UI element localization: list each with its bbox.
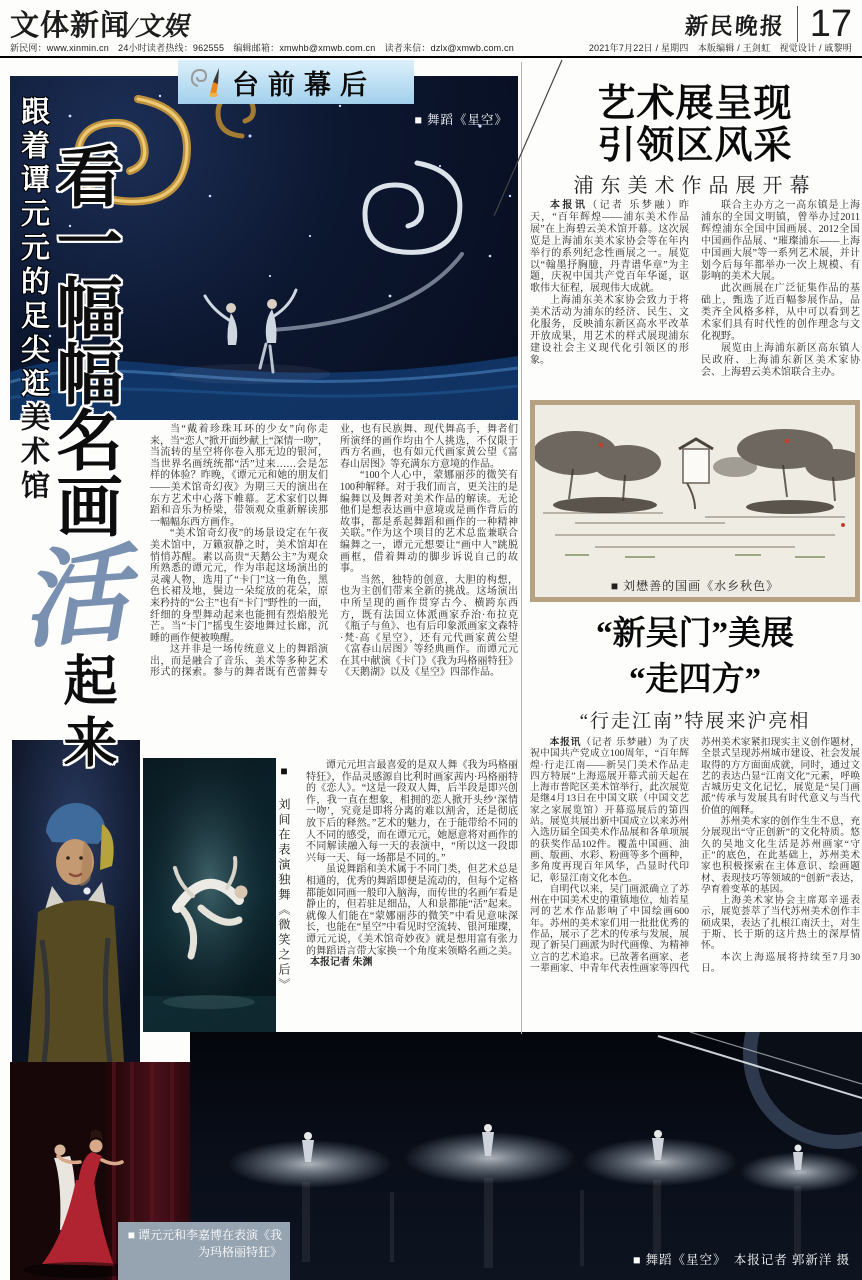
article2-paragraph: 上海美术家协会主席郑辛遥表示，展览荟萃了当代苏州美术创作丰硕成果，表达了扎根江南沃土，对生于斯、长于斯的这片热土的深厚情怀。	[701, 895, 860, 952]
solo-photo-caption: ■ 刘间在表演独舞《微笑之后》	[277, 764, 291, 993]
article2-paragraph: 苏州美术家的创作生生不息，充分展现出“守正创新”的文化特质。悠久的吴地文化生活是苏州画家“守正”的底色，在此基础上，苏州美术家也积极探索在主体意识、绘画题材、表现技巧等领域的“创新”表达，孕育着变革的基因。	[701, 816, 860, 895]
masthead-infoline	[10, 41, 852, 54]
feature-body-columns	[150, 424, 518, 758]
article1-headline-line1: 艺术展呈现	[597, 83, 793, 125]
article2-paragraph-text: （记者 乐梦融）为了庆祝中国共产党成立100周年，“百年辉煌·行走江南——新吴门美术作品走四方特展”上海巡展开幕式前天起在上海市普陀区美术馆举行，此次展览是继4月13日在中国文联（中国文艺家之家展览馆）开幕巡展后的第四站。展览共展出新中国成立以来苏州入选历届全国美术作品展和各单项展的获奖作品102件。覆盖中国画、油画、版画、水彩、粉画等多个画种，多角度再现百年风华，凸显时代印记，彰显江南文化本色。	[530, 737, 690, 884]
feature-paragraph	[306, 864, 518, 968]
article2-paragraph: 自明代以来，吴门画派确立了苏州在中国美术史的重镇地位，灿若星河的艺术作品影响了中国绘画600年。苏州的美术家们用一批批优秀的作品，展示了艺术的传承与发展，展现了新吴门画派为时代画像、为精神立言的艺术追求。已故著名画家、老一辈画家、中青年代表性画家等四代苏州美术家紧扣现实主义创作题材，全景式呈现苏州城市建设、社会发展取得的方方面面成就，同时，通过文艺的表达凸显“江南文化”元素，呼唤古城历史文化记忆，展览是“吴门画派”传承与发展具有时代意义与当代价值的阐释。	[530, 737, 860, 974]
feature-paragraph: “美术馆奇幻夜”的场景设定在午夜美术馆中，万籁寂静之时，美术馆却在悄悄苏醒。素以高贵“天鹅公主”为观众所熟悉的谭元元，作为串起这场演出的灵魂人物，选用了“卡门”这一角色，黑色长裙及地，鬓边一朵绽放的花朵，原来矜持的“公主”也有“卡门”野性的一面，纤细的身型舞动起来也能拥有烈焰般光芒。当“卡门”摇曳生姿地舞过长廊，沉睡的画作便被唤醒。	[150, 528, 328, 644]
column-badge	[178, 60, 414, 104]
article1-subtitle: 浦东美术作品展开幕	[573, 175, 817, 197]
article2-headline	[528, 612, 862, 703]
article2-headline-line1: “新吴门”美展	[596, 616, 794, 652]
leaping-dancer-photo	[143, 758, 276, 1032]
article2-paragraph	[530, 737, 689, 884]
article1-headline	[528, 84, 862, 168]
feature-title-tail: 起来	[56, 652, 116, 776]
newspaper-name: 新民晚报	[683, 13, 786, 39]
feature-title-accent: 活	[18, 536, 132, 661]
stage-spotlights-art	[190, 1032, 862, 1280]
masthead-brand	[685, 5, 852, 43]
kicker-over-photo: 跟着谭元元的足尖逛	[17, 96, 49, 402]
leaping-dancer-art	[143, 758, 276, 1032]
duet-caption-box: ■ 谭元元和李嘉博在表演《我为玛格丽特狂》	[118, 1222, 290, 1280]
brush-swirl-icon	[188, 64, 224, 100]
water-town-painting-art	[535, 405, 855, 575]
feature-kicker	[16, 96, 50, 504]
masthead-rule	[0, 56, 862, 58]
ink-painting	[530, 400, 860, 602]
article2-body	[530, 737, 860, 1035]
feature-title: 看一幅幅名画	[47, 142, 121, 538]
kicker-under-photo: 美术馆	[17, 402, 49, 504]
bottom-stage-photo	[190, 1032, 862, 1280]
spotlight-pools	[228, 1132, 860, 1192]
feature-paragraph: “100个人心中，蒙娜丽莎的微笑有100种解释。对于我们而言，更关注的是编舞以及舞者对美术作品的解读。无论他们是想表达画中意境或是画作背后的故事，都是系起舞蹈和画作的一种精神关联。”作为这个项目的艺术总监兼联合编舞之一，谭元元想要让“画中人”跳脱画框，借着舞动的脚步诉说自己的故事。	[340, 470, 518, 575]
article2-lead: 本报讯	[549, 737, 582, 748]
feature-body-tail	[306, 760, 518, 1032]
diagonal-rule	[486, 58, 570, 220]
feature-paragraph: 当然，独特的创意，大胆的构想，也为主创们带来全新的挑战。这场演出中所呈现的画作贯穿古今、横跨东西方，既有法国立体派画家乔治·布拉克《瓶子与鱼》、也有后印象派画家文森特·梵·高《星空》，还有元代画家黄公望《富春山居图》等经典画作。而谭元元在其中献演《卡门》《我为玛格丽特狂》《天鹅湖》以及《星空》四部作品。	[340, 574, 518, 679]
pearl-earring-art	[12, 740, 140, 1062]
article1-paragraph: 此次画展在广泛征集作品的基础上，甄选了近百幅参展作品，品类齐全风格多样，从中可以看到艺术家们具有时代性的创作理念与文化视野。	[701, 283, 860, 342]
feature-paragraph-text: 虽说舞蹈和美术属于不同门类，但艺术总是相通的，优秀的舞蹈即便是流动的，但每个定格都能如同画一般印入脑海，而传世的名画乍看是静止的，但若驻足细品，人和景都能“活”起来。就像人们能在“蒙娜丽莎的微笑”中看见意味深长，也能在“星空”中看见时空流转、银河璀璨，谭元元说，《美术馆奇妙夜》就是想用富有张力的舞蹈语言带大家换一个角度来领略名画之美。	[306, 864, 518, 957]
brand-divider	[797, 6, 798, 42]
page-number: 17	[809, 3, 852, 45]
article1-paragraph: 展览由上海浦东新区高东镇人民政府、上海浦东新区美术家协会、上海碧云美术馆联合主办。	[701, 342, 860, 378]
feature-paragraph: 这并非是一场传统意义上的舞蹈演出，而是融合了音乐、美术等多种艺术形式的探索。参与的舞者既有芭蕾舞专业，也有民族舞、现代舞高手，舞者们所演绎的画作均由个人挑选，不仅限于西方名画，也有如元代画家黄公望《富春山居图》等充满东方意境的作品。	[150, 424, 518, 679]
section-title	[10, 3, 189, 44]
article2-paragraph: 本次上海巡展将持续至7月30日。	[701, 951, 860, 974]
article1-paragraph-text: （记者 乐梦融）昨天，“百年辉煌——浦东美术作品展”在上海碧云美术馆开幕。这次展览是上海浦东美术家协会等在年内举行的系列纪念性画展之一。展览以“翰墨抒胸臆，丹青谱华章”为主题，庆祝中国共产党百年华诞，讴歌伟大征程，展现伟大成就。	[530, 200, 690, 295]
pearl-earring-photo	[12, 740, 140, 1062]
section-name: 文体新闻	[10, 10, 131, 42]
article1-lead: 本报讯	[550, 200, 588, 211]
article2-headline-line2: “走四方”	[629, 661, 761, 698]
section-subname: ∕文娱	[130, 12, 190, 41]
article1-paragraph: 联合主办方之一高东镇是上海浦东的全国文明镇，曾举办过2011辉煌浦东全国中国画展、2012全国中国画作品展、“璀璨浦东——上海中国画大展”等一系列艺术展，并计划今后每年都举办一次上规模、有影响的美术大展。	[701, 200, 860, 283]
feature-byline: 本报记者 朱渊	[310, 957, 373, 969]
badge-label: 台前幕后	[232, 69, 376, 100]
painting-caption: ■ 刘懋善的国画《水乡秋色》	[610, 579, 780, 593]
article1-body	[530, 200, 860, 394]
feature-paragraph: 当“戴着珍珠耳环的少女”向你走来，当“恋人”掀开面纱献上“深情一吻”，当流转的星空将你卷入那无边的银河，当世界名画统统都“活”过来……会是怎样的体验？昨晚，《谭元元和她的朋友们——美术馆奇幻夜》为期三天的演出在东方艺术中心落下帷幕。艺术家们以舞蹈和音乐为桥梁，带领观众重新解读那一幅幅东西方画作。	[150, 424, 328, 528]
article1-paragraph: 上海浦东美术家协会致力于将美术活动为浦东的经济、民生、文化服务，反映浦东新区高水平改革开放成果，用艺术的样式展现浦东建设社会主义现代化引领区的形象。	[530, 295, 689, 366]
bottom-photo-caption: ■ 舞蹈《星空》 本报记者 郭新洋 摄	[632, 1253, 850, 1267]
contact-info: 新民网：www.xinmin.cn 24小时读者热线：962555 编辑邮箱：xmwhb@xmwb.com.cn 读者来信：dzlx@xmwb.com.cn	[10, 43, 514, 53]
feature-paragraph: 谭元元坦言最喜爱的是双人舞《我为玛格丽特狂》，作品灵感源自比利时画家茜内·玛格丽特的《恋人》。“这是一段双人舞，后半段是即兴创作，我一直在想象，相拥的恋人掀开头纱‘深情一吻’，究竟是即将分离的难以割舍，还是彻底放下后的释然。”艺术的魅力，在于能带给不同的人不同的感受，而在谭元元，她愿意将对画作的不同解读融入每一天的表演中，“所以这一段即兴每一天、每一场都是不同的。”	[306, 760, 518, 864]
main-photo-caption: ■ 舞蹈《星空》	[414, 113, 508, 127]
article2-subtitle: “行走江南”特展来沪亮相	[579, 711, 811, 732]
date-editor-info: 2021年7月22日 / 星期四 本版编辑 / 王剑虹 视觉设计 / 戚黎明	[588, 43, 852, 53]
article1-headline-line2: 引领区风采	[597, 124, 793, 167]
